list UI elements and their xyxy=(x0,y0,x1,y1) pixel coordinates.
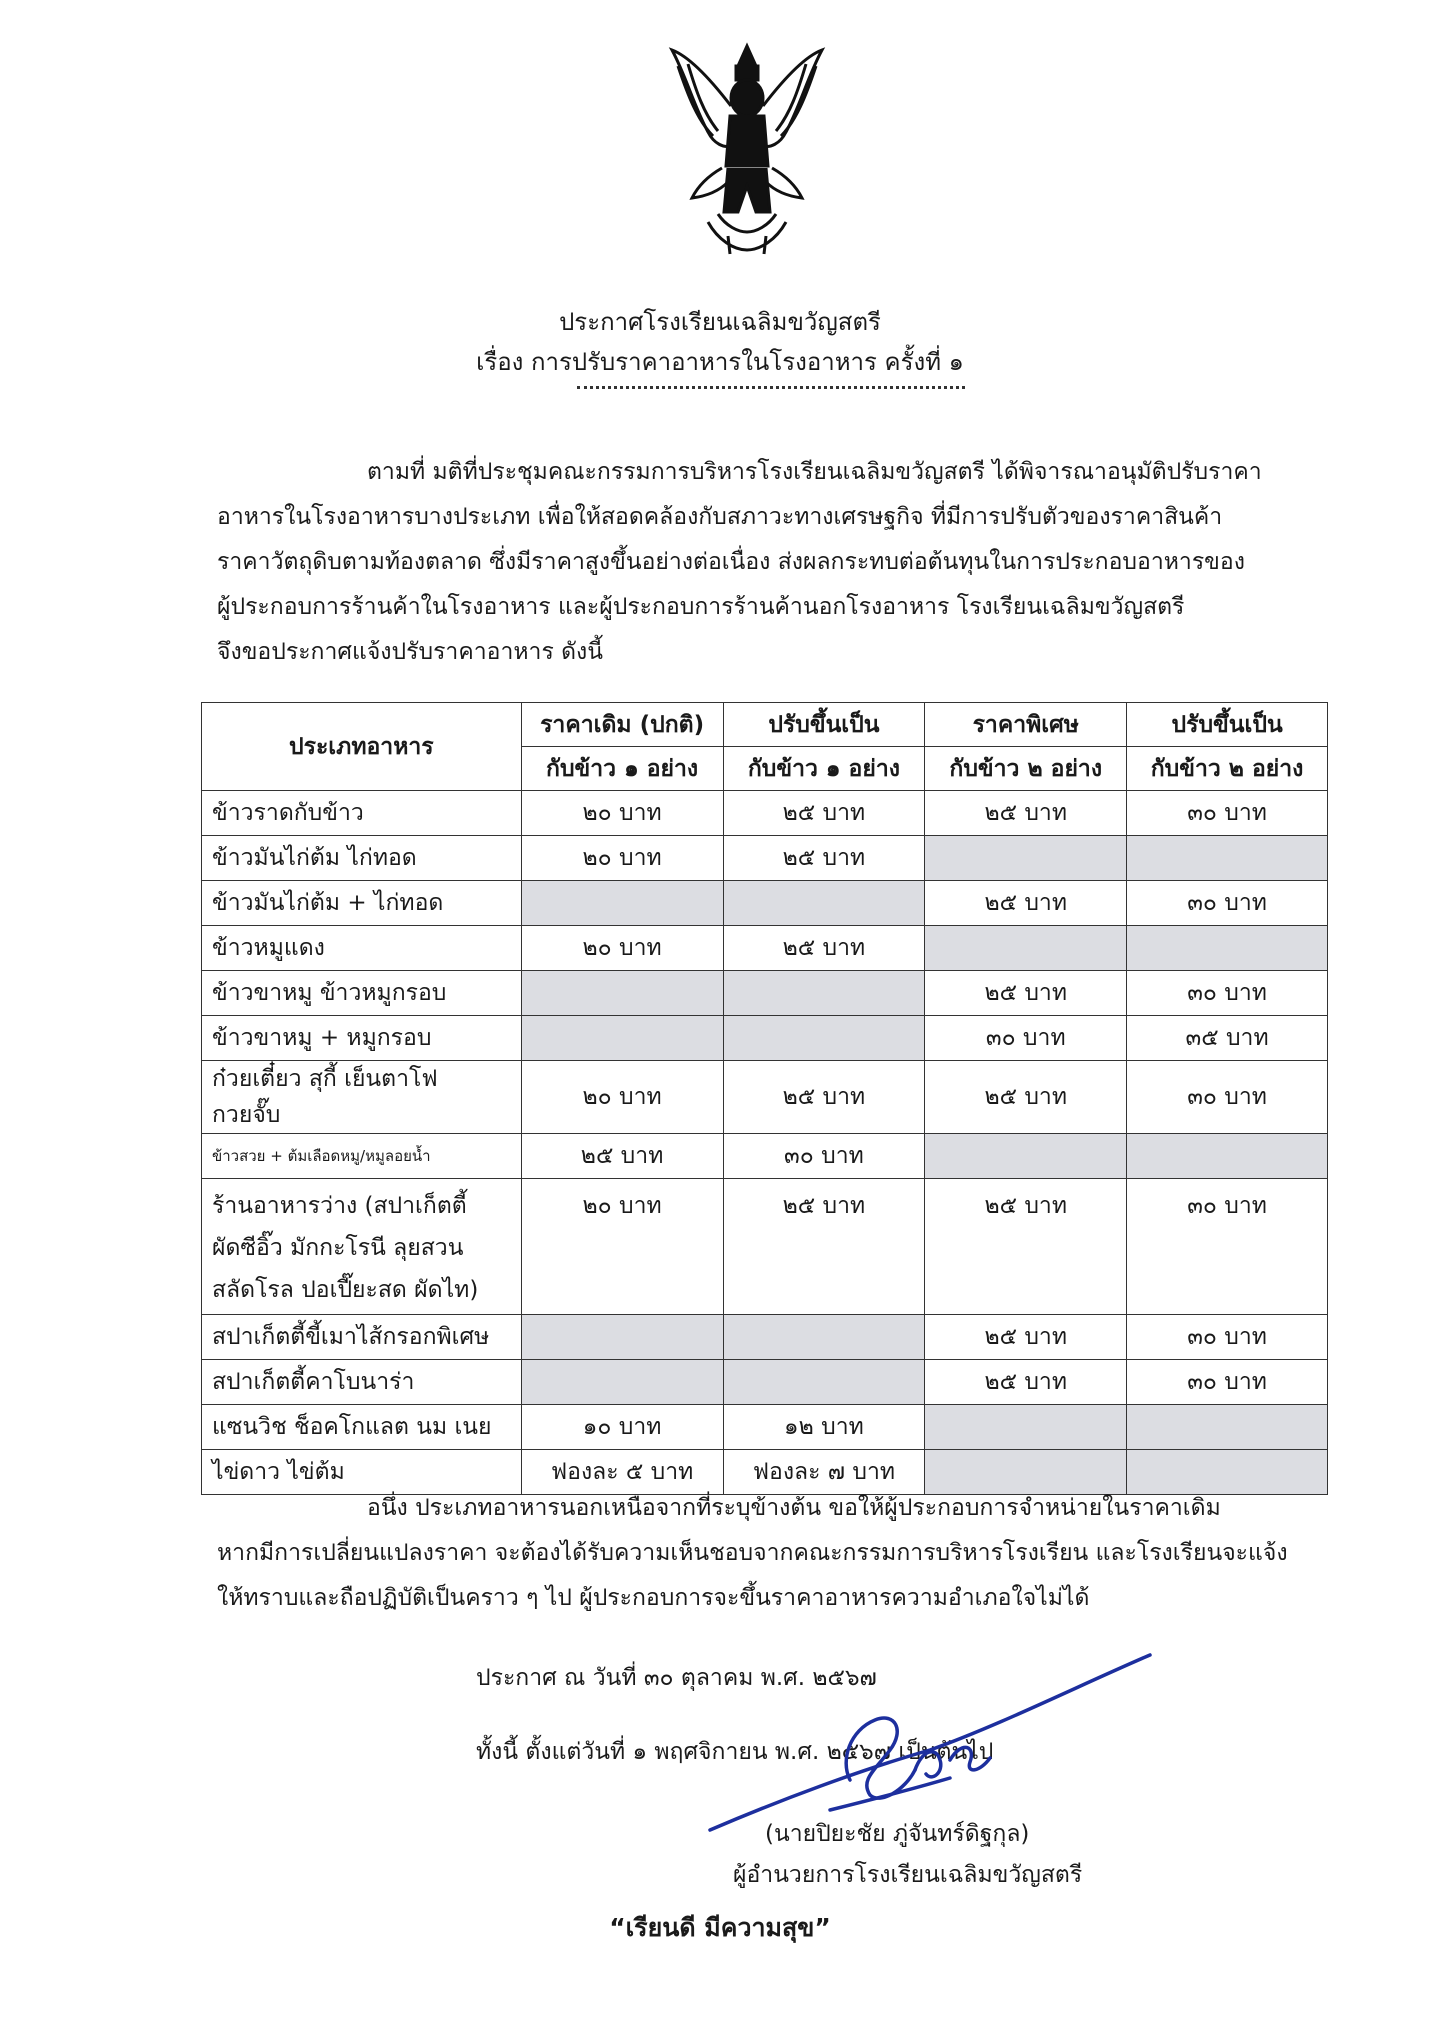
price-cell: ๒๐ บาท xyxy=(521,836,723,881)
price-cell: ๒๕ บาท xyxy=(925,1360,1127,1405)
empty-cell xyxy=(925,1134,1127,1179)
price-cell: ๒๕ บาท xyxy=(925,881,1127,926)
price-cell: ๓๐ บาท xyxy=(1127,1179,1328,1315)
announcement-title: ประกาศโรงเรียนเฉลิมขวัญสตรี xyxy=(559,308,881,336)
table-header-row xyxy=(202,703,1328,747)
intro-line: ราคาวัตถุดิบตามท้องตลาด ซึ่งมีราคาสูงขึ้นอย่างต่อเนื่อง ส่งผลกระทบต่อต้นทุนในการประกอบอาหารของ xyxy=(217,549,1245,575)
food-name: ไข่ดาว ไข่ต้ม xyxy=(202,1450,522,1495)
price-cell: ๑๐ บาท xyxy=(521,1405,723,1450)
signer-name: (นายปิยะชัย ภู่จันทร์ดิฐกุล) xyxy=(765,1821,1030,1847)
signer-title: ผู้อำนวยการโรงเรียนเฉลิมขวัญสตรี xyxy=(733,1862,1083,1888)
price-cell: ๒๕ บาท xyxy=(925,1179,1127,1315)
empty-cell xyxy=(925,926,1127,971)
empty-cell xyxy=(1127,1134,1328,1179)
food-name: ข้าวขาหมู + หมูกรอบ xyxy=(202,1016,522,1061)
food-name: ก๋วยเตี๋ยว สุกี้ เย็นตาโฟ กวยจั๊บ xyxy=(202,1061,522,1134)
price-cell: ๒๕ บาท xyxy=(723,926,925,971)
price-cell: ฟองละ ๗ บาท xyxy=(723,1450,925,1495)
empty-cell xyxy=(723,1016,925,1061)
header-col: ปรับขึ้นเป็น xyxy=(1127,703,1328,747)
food-name: ข้าวมันไก่ต้ม ไก่ทอด xyxy=(202,836,522,881)
empty-cell xyxy=(925,1405,1127,1450)
closing-line: ให้ทราบและถือปฏิบัติเป็นคราว ๆ ไป ผู้ประกอบการจะขึ้นราคาอาหารความอำเภอใจไม่ได้ xyxy=(217,1585,1090,1611)
intro-line: ผู้ประกอบการร้านค้าในโรงอาหาร และผู้ประกอบการร้านค้านอกโรงอาหาร โรงเรียนเฉลิมขวัญสตรี xyxy=(217,594,1185,620)
empty-cell xyxy=(521,971,723,1016)
empty-cell xyxy=(1127,836,1328,881)
announcement-subject: เรื่อง การปรับราคาอาหารในโรงอาหาร ครั้งที่ ๑ xyxy=(476,348,964,376)
empty-cell xyxy=(925,836,1127,881)
price-cell: ๒๕ บาท xyxy=(925,1061,1127,1134)
food-name: ข้าวขาหมู ข้าวหมูกรอบ xyxy=(202,971,522,1016)
empty-cell xyxy=(521,1016,723,1061)
closing-line: หากมีการเปลี่ยนแปลงราคา จะต้องได้รับความเห็นชอบจากคณะกรรมการบริหารโรงเรียน และโรงเรียนจะแจ้ง xyxy=(217,1540,1288,1566)
school-motto: “เรียนดี มีความสุข” xyxy=(609,1913,831,1942)
price-cell: ๒๕ บาท xyxy=(723,836,925,881)
price-cell: ๒๐ บาท xyxy=(521,791,723,836)
empty-cell xyxy=(723,1315,925,1360)
empty-cell xyxy=(521,881,723,926)
food-name-line: ผัดซีอิ๊ว มักกะโรนี ลุยสวน xyxy=(212,1235,464,1261)
empty-cell xyxy=(1127,926,1328,971)
price-cell: ๒๕ บาท xyxy=(925,1315,1127,1360)
price-cell: ฟองละ ๕ บาท xyxy=(521,1450,723,1495)
table-row xyxy=(202,1061,1328,1134)
food-name: ข้าวราดกับข้าว xyxy=(202,791,522,836)
price-cell: ๒๕ บาท xyxy=(521,1134,723,1179)
food-name: ข้าวสวย + ต้มเลือดหมู/หมูลอยน้ำ xyxy=(202,1134,522,1179)
announcement-date: ประกาศ ณ วันที่ ๓๐ ตุลาคม พ.ศ. ๒๕๖๗ xyxy=(476,1665,877,1691)
header-col: ราคาพิเศษ xyxy=(925,703,1127,747)
table-row xyxy=(202,1405,1328,1450)
table-row xyxy=(202,1360,1328,1405)
food-name xyxy=(202,1179,522,1315)
header-subcol: กับข้าว ๒ อย่าง xyxy=(1127,747,1328,791)
closing-paragraph xyxy=(217,1486,1329,1621)
table-row xyxy=(202,836,1328,881)
price-cell: ๒๐ บาท xyxy=(521,1179,723,1315)
table-row xyxy=(202,1315,1328,1360)
header-subcol: กับข้าว ๒ อย่าง xyxy=(925,747,1127,791)
empty-cell xyxy=(723,971,925,1016)
empty-cell xyxy=(723,881,925,926)
table-row xyxy=(202,926,1328,971)
intro-paragraph xyxy=(217,450,1329,675)
price-cell: ๓๐ บาท xyxy=(723,1134,925,1179)
empty-cell xyxy=(521,1315,723,1360)
price-cell: ๓๐ บาท xyxy=(1127,791,1328,836)
garuda-emblem-icon xyxy=(668,36,826,258)
table-row xyxy=(202,1016,1328,1061)
price-cell: ๓๐ บาท xyxy=(1127,971,1328,1016)
price-cell: ๒๕ บาท xyxy=(723,791,925,836)
price-table xyxy=(201,702,1328,1495)
header-food-type: ประเภทอาหาร xyxy=(202,703,522,791)
header-subcol: กับข้าว ๑ อย่าง xyxy=(723,747,925,791)
table-row xyxy=(202,1179,1328,1315)
empty-cell xyxy=(521,1360,723,1405)
dotted-divider xyxy=(577,386,965,389)
header-col: ปรับขึ้นเป็น xyxy=(723,703,925,747)
header-subcol: กับข้าว ๑ อย่าง xyxy=(521,747,723,791)
price-cell: ๓๐ บาท xyxy=(1127,881,1328,926)
empty-cell xyxy=(1127,1405,1328,1450)
table-row xyxy=(202,881,1328,926)
closing-line: อนึ่ง ประเภทอาหารนอกเหนือจากที่ระบุข้างต้น ขอให้ผู้ประกอบการจำหน่ายในราคาเดิม xyxy=(367,1495,1221,1521)
food-name-line: ร้านอาหารว่าง (สปาเก็ตตี้ xyxy=(212,1193,467,1219)
price-cell: ๒๐ บาท xyxy=(521,1061,723,1134)
table-row xyxy=(202,971,1328,1016)
price-cell: ๒๐ บาท xyxy=(521,926,723,971)
effective-date: ทั้งนี้ ตั้งแต่วันที่ ๑ พฤศจิกายน พ.ศ. ๒๕๖๗ เป็นต้นไป xyxy=(476,1739,994,1765)
price-cell: ๑๒ บาท xyxy=(723,1405,925,1450)
food-name: สปาเก็ตตี้คาโบนาร่า xyxy=(202,1360,522,1405)
intro-line: ตามที่ มติที่ประชุมคณะกรรมการบริหารโรงเรียนเฉลิมขวัญสตรี ได้พิจารณาอนุมัติปรับราคา xyxy=(367,459,1262,485)
food-name: สปาเก็ตตี้ขี้เมาไส้กรอกพิเศษ xyxy=(202,1315,522,1360)
price-cell: ๓๐ บาท xyxy=(1127,1360,1328,1405)
intro-line: อาหารในโรงอาหารบางประเภท เพื่อให้สอดคล้องกับสภาวะทางเศรษฐกิจ ที่มีการปรับตัวของราคาสินค้า xyxy=(217,504,1223,530)
price-cell: ๓๐ บาท xyxy=(1127,1061,1328,1134)
price-cell: ๓๐ บาท xyxy=(925,1016,1127,1061)
table-row xyxy=(202,1134,1328,1179)
food-name-line: สลัดโรล ปอเปี๊ยะสด ผัดไท) xyxy=(212,1277,479,1303)
food-name: แซนวิช ช็อคโกแลต นม เนย xyxy=(202,1405,522,1450)
empty-cell xyxy=(723,1360,925,1405)
price-cell: ๓๐ บาท xyxy=(1127,1315,1328,1360)
food-name: ข้าวมันไก่ต้ม + ไก่ทอด xyxy=(202,881,522,926)
price-cell: ๒๕ บาท xyxy=(723,1061,925,1134)
price-cell: ๒๕ บาท xyxy=(925,971,1127,1016)
intro-line: จึงขอประกาศแจ้งปรับราคาอาหาร ดังนี้ xyxy=(217,639,604,665)
header-col: ราคาเดิม (ปกติ) xyxy=(521,703,723,747)
price-cell: ๒๕ บาท xyxy=(925,791,1127,836)
price-cell: ๒๕ บาท xyxy=(723,1179,925,1315)
table-row xyxy=(202,791,1328,836)
price-cell: ๓๕ บาท xyxy=(1127,1016,1328,1061)
food-name: ข้าวหมูแดง xyxy=(202,926,522,971)
